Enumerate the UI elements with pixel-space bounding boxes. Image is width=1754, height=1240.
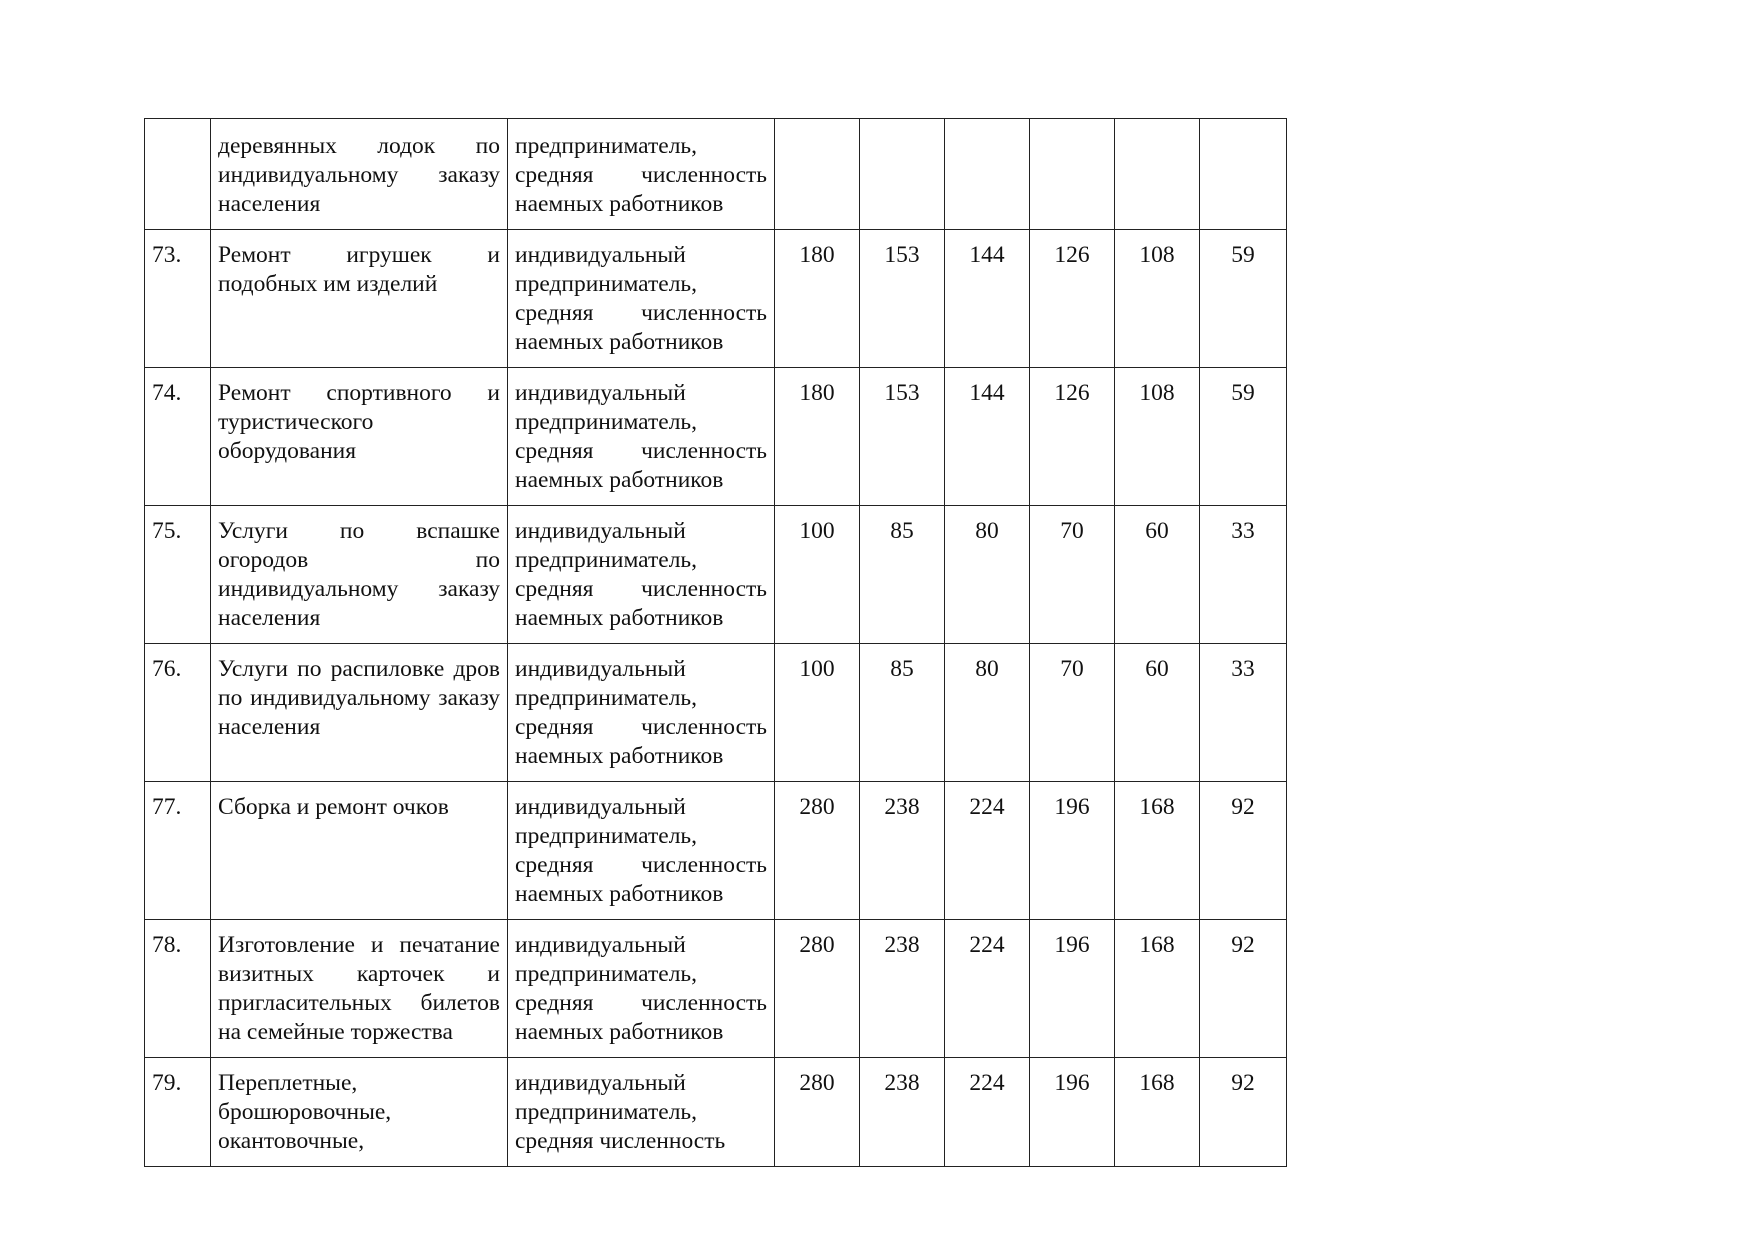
value-cell: 196 (1030, 782, 1115, 920)
row-number: 75. (145, 506, 211, 644)
taxpayer-subject: индивидуальный предприниматель, средняя численность наемных работников (508, 920, 775, 1058)
value-cell: 92 (1200, 920, 1287, 1058)
row-number: 77. (145, 782, 211, 920)
table-row (145, 644, 1287, 782)
value-cell: 238 (860, 782, 945, 920)
value-cell: 144 (945, 368, 1030, 506)
value-cell: 33 (1200, 506, 1287, 644)
value-cell: 92 (1200, 1058, 1287, 1167)
value-cell: 280 (775, 782, 860, 920)
value-cell: 196 (1030, 1058, 1115, 1167)
value-cell: 108 (1115, 368, 1200, 506)
activity-name: Ремонт игрушек и подобных им изделий (211, 230, 508, 368)
row-number: 74. (145, 368, 211, 506)
row-number: 76. (145, 644, 211, 782)
taxpayer-subject: индивидуальный предприниматель, средняя численность наемных работников (508, 644, 775, 782)
row-number: 79. (145, 1058, 211, 1167)
activity-name: Ремонт спортивного и туристического оборудования (211, 368, 508, 506)
value-cell: 238 (860, 920, 945, 1058)
value-cell: 126 (1030, 368, 1115, 506)
value-cell: 126 (1030, 230, 1115, 368)
table-row (145, 230, 1287, 368)
value-cell: 85 (860, 506, 945, 644)
value-cell: 180 (775, 368, 860, 506)
row-number (145, 119, 211, 230)
value-cell (945, 119, 1030, 230)
value-cell: 100 (775, 644, 860, 782)
value-cell (1030, 119, 1115, 230)
value-cell: 60 (1115, 506, 1200, 644)
value-cell: 70 (1030, 506, 1115, 644)
taxpayer-subject: индивидуальный предприниматель, средняя численность (508, 1058, 775, 1167)
activity-name: Изготовление и печатание визитных карточек и пригласительных билетов на семейные торжества (211, 920, 508, 1058)
taxpayer-subject: индивидуальный предприниматель, средняя численность наемных работников (508, 368, 775, 506)
activity-name: деревянных лодок по индивидуальному заказу населения (211, 119, 508, 230)
activity-name: Услуги по распиловке дров по индивидуальному заказу населения (211, 644, 508, 782)
value-cell (775, 119, 860, 230)
value-cell: 80 (945, 506, 1030, 644)
value-cell: 144 (945, 230, 1030, 368)
value-cell: 168 (1115, 1058, 1200, 1167)
value-cell (1115, 119, 1200, 230)
taxpayer-subject: индивидуальный предприниматель, средняя численность наемных работников (508, 506, 775, 644)
tariff-table (144, 118, 1287, 1167)
value-cell: 180 (775, 230, 860, 368)
value-cell: 100 (775, 506, 860, 644)
value-cell: 153 (860, 230, 945, 368)
value-cell: 70 (1030, 644, 1115, 782)
taxpayer-subject: индивидуальный предприниматель, средняя численность наемных работников (508, 782, 775, 920)
table-row (145, 920, 1287, 1058)
taxpayer-subject: индивидуальный предприниматель, средняя численность наемных работников (508, 230, 775, 368)
value-cell: 59 (1200, 368, 1287, 506)
table-row (145, 782, 1287, 920)
value-cell: 85 (860, 644, 945, 782)
row-number: 78. (145, 920, 211, 1058)
table-row (145, 1058, 1287, 1167)
value-cell (1200, 119, 1287, 230)
activity-name: Сборка и ремонт очков (211, 782, 508, 920)
value-cell: 196 (1030, 920, 1115, 1058)
row-number: 73. (145, 230, 211, 368)
table-row (145, 506, 1287, 644)
value-cell: 238 (860, 1058, 945, 1167)
value-cell: 92 (1200, 782, 1287, 920)
table-row (145, 119, 1287, 230)
value-cell: 168 (1115, 782, 1200, 920)
value-cell: 80 (945, 644, 1030, 782)
value-cell: 224 (945, 1058, 1030, 1167)
table-row (145, 368, 1287, 506)
value-cell: 153 (860, 368, 945, 506)
activity-name: Услуги по вспашке огородов по индивидуальному заказу населения (211, 506, 508, 644)
taxpayer-subject: предприниматель, средняя численность наемных работников (508, 119, 775, 230)
activity-name: Переплетные, брошюровочные, окантовочные, (211, 1058, 508, 1167)
value-cell: 224 (945, 920, 1030, 1058)
value-cell: 168 (1115, 920, 1200, 1058)
value-cell: 59 (1200, 230, 1287, 368)
value-cell: 280 (775, 1058, 860, 1167)
value-cell: 108 (1115, 230, 1200, 368)
value-cell: 33 (1200, 644, 1287, 782)
value-cell: 280 (775, 920, 860, 1058)
value-cell: 224 (945, 782, 1030, 920)
value-cell: 60 (1115, 644, 1200, 782)
value-cell (860, 119, 945, 230)
